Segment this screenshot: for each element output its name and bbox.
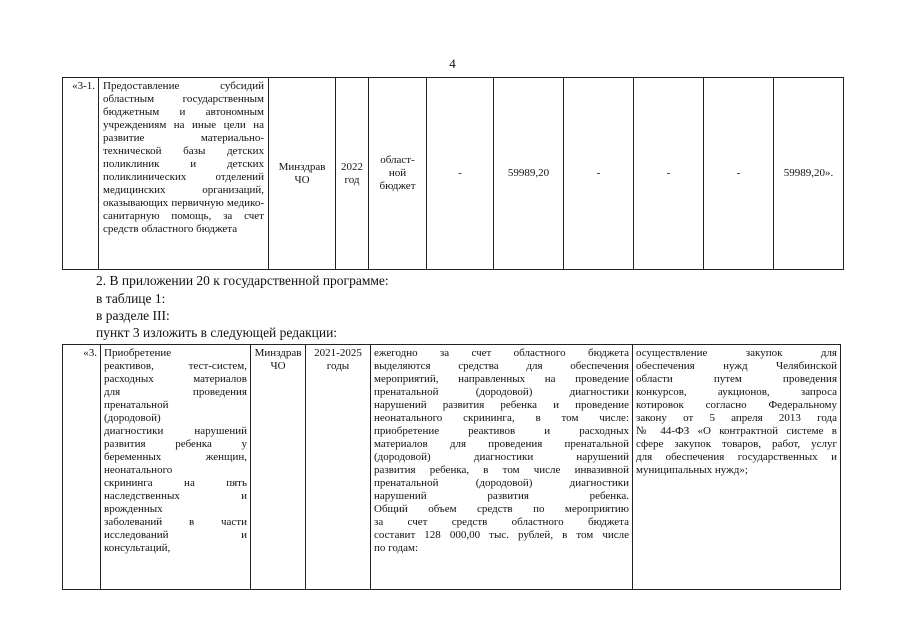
executor-cell: Минздрав ЧО	[251, 345, 306, 590]
table-row	[63, 345, 841, 590]
text-line: пренатальной (дородовой) диагностики	[374, 386, 629, 398]
text-line: области путем проведения	[636, 373, 837, 385]
text-line: приобретение реактивов и расходных	[374, 425, 629, 437]
text-line: неонатального скрининга, в том числе:	[374, 412, 629, 424]
funding-cell	[371, 345, 633, 590]
text-line: за счет средств областного бюджета	[374, 516, 629, 528]
item-number: «3-1.	[63, 78, 99, 270]
text-line: диагностики нарушений	[104, 425, 247, 437]
item-name-text	[104, 347, 247, 555]
text-line: конкурсов, аукционов, запроса	[636, 386, 837, 398]
amount-cell-1: -	[427, 78, 494, 270]
text-line: пренатальной (дородовой) диагностики	[374, 477, 629, 489]
text-line: составит 128 000,00 тыс. рублей, в том числе	[374, 529, 629, 541]
activity-table-1	[62, 77, 844, 270]
text-line: котировок согласно Федеральному	[636, 399, 837, 411]
text-line: заболеваний в части	[104, 516, 247, 528]
paragraph-item: пункт 3 изложить в следующей редакции:	[96, 325, 338, 340]
text-line: пренатальной	[104, 399, 169, 411]
year-cell: 2022 год	[336, 78, 369, 270]
amount-cell-2: 59989,20	[494, 78, 564, 270]
text-line: наследственных и	[104, 490, 247, 502]
page-number: 4	[449, 56, 456, 71]
mechanism-text	[636, 347, 837, 477]
text-line: мероприятий, направленных на проведение	[374, 373, 629, 385]
text-line: закону от 5 апреля 2013 года	[636, 412, 837, 424]
text-line: осуществление закупок для	[636, 347, 837, 359]
text-line: нарушений развития ребенка и проведение	[374, 399, 629, 411]
text-line: сфере закупок товаров, работ, услуг	[636, 438, 837, 450]
period-cell: 2021-2025 годы	[306, 345, 371, 590]
text-line: ежегодно за счет областного бюджета	[374, 347, 629, 359]
text-line: № 44-ФЗ «О контрактной системе в	[636, 425, 837, 437]
amount-cell-3: -	[564, 78, 634, 270]
paragraph-table: в таблице 1:	[96, 291, 166, 306]
text-line: муниципальных нужд»;	[636, 464, 748, 476]
funding-text	[374, 347, 629, 555]
text-line: (дородовой)	[104, 412, 161, 424]
text-line: реактивов, тест-систем,	[104, 360, 247, 372]
text-line: неонатального	[104, 464, 173, 476]
text-line: расходных материалов	[104, 373, 247, 385]
text-line: развития ребенка, в том числе инвазивной	[374, 464, 629, 476]
text-line: нарушений развития ребенка.	[374, 490, 629, 502]
amount-cell-4: -	[634, 78, 704, 270]
text-line: врожденных	[104, 503, 163, 515]
text-line: для проведения	[104, 386, 247, 398]
table-row	[63, 78, 844, 270]
text-line: (дородовой) диагностики нарушений	[374, 451, 629, 463]
text-line: Приобретение	[104, 347, 172, 359]
paragraph-appendix: 2. В приложении 20 к государственной программе:	[96, 273, 389, 288]
text-line: по годам:	[374, 542, 419, 554]
paragraph-section: в разделе III:	[96, 308, 170, 323]
text-line: развития ребенка у	[104, 438, 247, 450]
text-line: выделяются средства для обеспечения	[374, 360, 629, 372]
text-line: скрининга на пять	[104, 477, 247, 489]
executor-cell: Минздрав ЧО	[269, 78, 336, 270]
amount-cell-5: -	[704, 78, 774, 270]
text-line: материалов для проведения пренатальной	[374, 438, 629, 450]
item-name	[101, 345, 251, 590]
item-number: «3.	[63, 345, 101, 590]
text-line: исследований и	[104, 529, 247, 541]
total-cell: 59989,20».	[774, 78, 844, 270]
text-line: беременных женщин,	[104, 451, 247, 463]
item-description: Предоставление субсидий областным государственным бюджетным и автономным учреждениям на иные цели на развитие материально-технической базы детских поликлиник и детских поликлинических отделений медицинских организаций, оказывающих первичную медико-санитарную помощь, за счет средств областного бюджета	[99, 78, 269, 270]
mechanism-cell	[633, 345, 841, 590]
text-line: консультаций,	[104, 542, 171, 554]
text-line: обеспечения нужд Челябинской	[636, 360, 837, 372]
text-line: Общий объем средств по мероприятию	[374, 503, 629, 515]
activity-table-2	[62, 344, 841, 590]
source-cell: област-ной бюджет	[369, 78, 427, 270]
text-line: для обеспечения государственных и	[636, 451, 837, 463]
